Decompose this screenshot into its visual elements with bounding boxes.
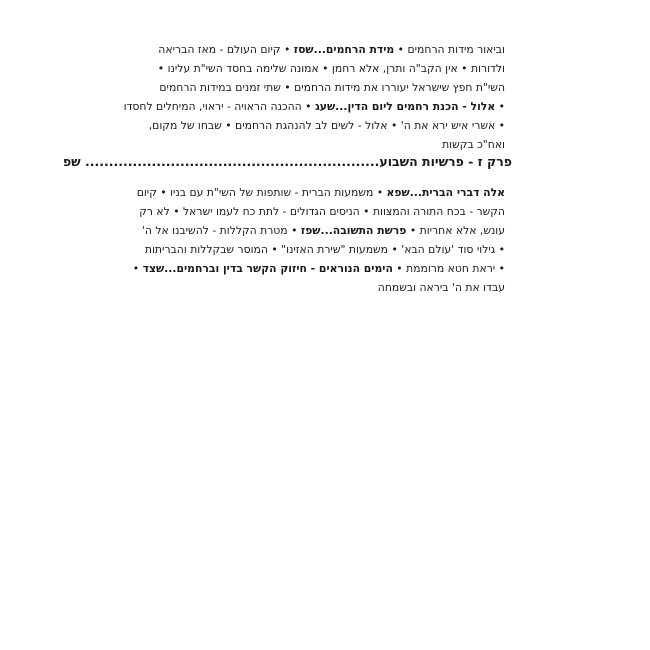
text-run: ואח"כ בקשות bbox=[442, 138, 505, 151]
bold-entry: פרשת התשובה...שפז bbox=[300, 224, 407, 237]
bold-entry: הימים הנוראים - חיזוק הקשר בדין וברחמים...שצד bbox=[142, 262, 393, 275]
text-run: • מטרת הקללות - להשיבנו אל ה' bbox=[141, 224, 301, 237]
section1-text bbox=[123, 40, 505, 154]
text-run: • יראת חטא מרוממת • bbox=[392, 262, 505, 275]
bold-entry: מידת הרחמים...שסז bbox=[293, 43, 395, 56]
section2-text bbox=[132, 183, 505, 297]
text-run: • משמעות הברית - שותפות של השי"ת עם בניו • קיום bbox=[136, 186, 387, 199]
text-run: עונש, אלא אחריות • bbox=[406, 224, 505, 237]
text-line bbox=[145, 116, 505, 135]
text-line bbox=[123, 97, 505, 116]
text-line bbox=[136, 183, 505, 202]
chapter-heading: פרק ז - פרשיות השבוע.............................................................. שפ bbox=[62, 154, 512, 169]
text-line bbox=[145, 78, 505, 97]
text-run: • bbox=[495, 100, 505, 113]
text-run: • אשרי איש ירא את ה' • אלול - לשים לב להנהגת הרחמים • שבחו של מקום, bbox=[148, 119, 505, 132]
text-run: • גילוי סוד 'עולם הבא' • משמעות "שירת האזינו" • המוסר שבקללות והבריתות bbox=[144, 243, 505, 256]
text-line bbox=[141, 221, 505, 240]
text-run: • ההכנה הראויה - יראוי, המיחלים לחסדו bbox=[123, 100, 315, 113]
text-run: • bbox=[132, 262, 143, 275]
bold-entry: אלה דברי הברית...שפא bbox=[386, 186, 505, 199]
text-line bbox=[145, 59, 505, 78]
text-run: • קיום העולם - מאז הבריאה bbox=[158, 43, 294, 56]
text-line bbox=[139, 202, 505, 221]
text-run: ולדורות • אין הקב"ה ותרן, אלא רחמן • אמונה שלימה בחסד השי"ת עלינו • bbox=[157, 62, 505, 75]
text-line bbox=[145, 40, 505, 59]
bold-entry: אלול - הכנת רחמים ליום הדין...שעג bbox=[314, 100, 496, 113]
text-line bbox=[145, 240, 505, 259]
text-line bbox=[145, 278, 505, 297]
text-run: עבדו את ה' ביראה ובשמחה bbox=[377, 281, 505, 294]
text-run: וביאור מידות הרחמים • bbox=[394, 43, 505, 56]
text-line bbox=[132, 259, 505, 278]
text-run: השי"ת חפץ שישראל יעוררו את מידות הרחמים • שתי זמנים במידות הרחמים bbox=[159, 81, 505, 94]
text-run: הקשר - בכח התורה והמצוות • הניסים הגדולים - לתת כח לעמו ישראל • לא רק bbox=[139, 205, 505, 218]
